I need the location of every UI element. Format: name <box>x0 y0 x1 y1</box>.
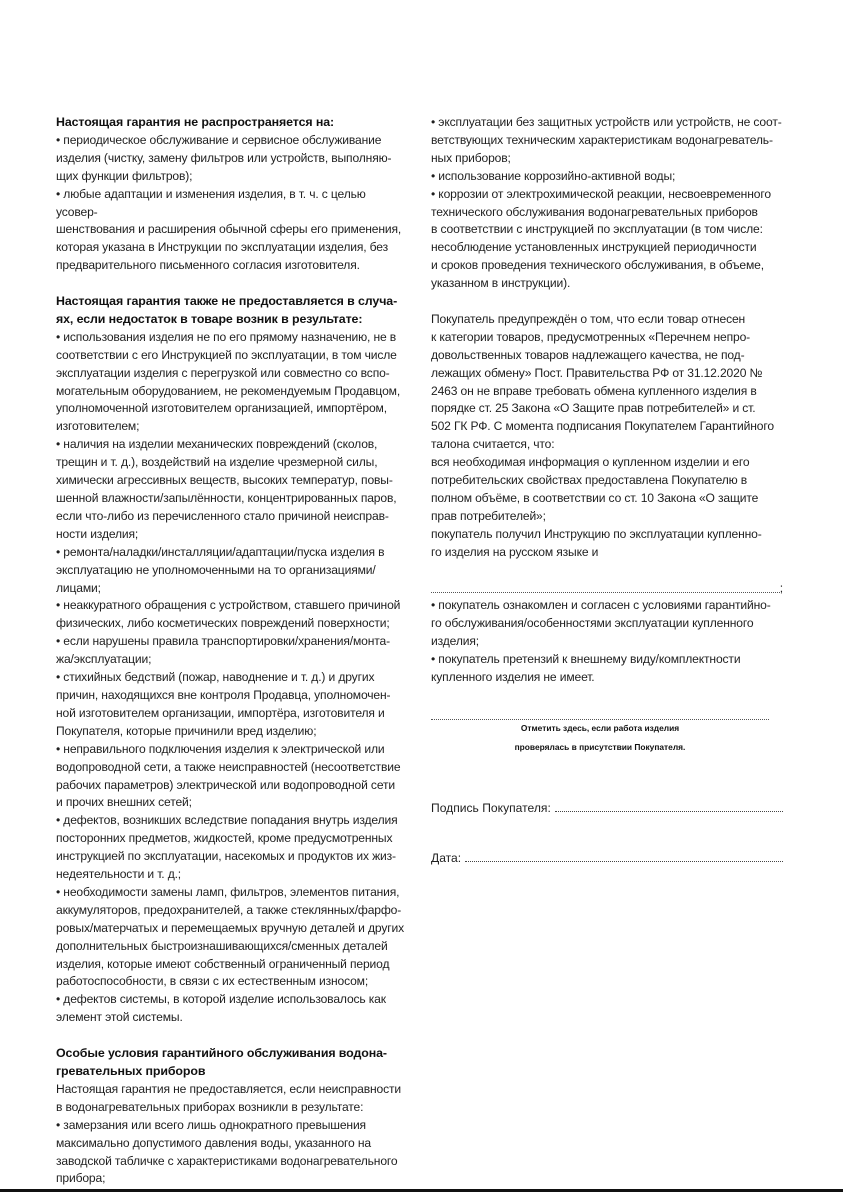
spacer <box>431 687 783 719</box>
spacer <box>431 293 783 311</box>
check-note-line1: Отметить здесь, если работа изделия <box>520 722 680 733</box>
spacer <box>56 1027 406 1045</box>
dotted-fill <box>431 592 780 593</box>
section-heading-water-heaters: Особые условия гарантийного обслуживания водона- гревательных приборов <box>56 1046 387 1078</box>
date-field[interactable] <box>431 851 783 865</box>
signature-field[interactable] <box>431 801 783 815</box>
check-note <box>431 722 769 753</box>
spacer <box>56 275 406 293</box>
section-heading-exclusions: Настоящая гарантия не распространяется на: <box>56 115 335 129</box>
buyer-notice-text: Покупатель предупреждён о том, что если товар отнесен к категории товаров, предусмотренных «Перечнем непро- довольственных товаров надлежащего качества, не под- лежащих обмену» Пост. Правительства РФ от 31.12.2020 № 2463 он не вправе требовать обмена купленного изделия в порядке ст. 25 Закона «О Защите прав потребителей» и ст. 502 ГК РФ. С момента подписания Покупателем Гарантийного талона считается, что: вся необходимая информация о купленном изделии и его потребительских свойствах предоставлена Покупателю в полном объёме, в соответствии со ст. 10 Закона «О защите прав потребителей»; покупатель получил Инструкцию по эксплуатации купленно- го изделия на русском языке и <box>431 311 774 559</box>
fill-in-semicolon: ; <box>779 580 783 595</box>
signature-line[interactable] <box>555 811 783 812</box>
water-heater-conditions-text: • эксплуатации без защитных устройств или устройств, не соот- ветствующих техническим характеристикам водонагреватель- ных приборов; • использование коррозийно-активной воды; • коррозии от электрохимической реакции, несвоевременного технического обслуживания водонагревательных приборов в соответствии с инструкцией по эксплуатации (в том числе: несоблюдение установленных инструкцией периодичности и сроков проведения технического обслуживания, в объеме, указанном в инструкции). <box>431 115 782 291</box>
check-note-line2: проверялась в присутствии Покупателя. <box>514 741 686 752</box>
check-mark-line <box>431 719 769 720</box>
right-column <box>431 114 783 753</box>
left-column <box>56 114 406 1188</box>
date-line[interactable] <box>465 861 783 862</box>
section-text-not-provided: • использования изделия не по его прямому назначению, не в соответствии с его Инструкцией по эксплуатации, в том числе эксплуатации изделия с перегрузкой или совместно со вспо- могательным оборудованием, не рекомендуемым Продавцом, уполномоченной изготовителем организацией, импортёром, изготовителем; • наличия на изделии механических повреждений (сколов, трещин и т. д.), воздействий на изделие чрезмерной силы, химически агрессивных веществ, высоких температур, повы- шенной влажности/запылённости, концентрированных паров, если что-либо из перечисленного стало причиной неисправ- ности изделия; • ремонта/наладки/инсталляции/адаптации/пуска изделия в эксплуатацию не уполномоченными на то организациями/ лицами; • неаккуратного обращения с устройством, ставшего причиной физических, либо косметических повреждений поверхности; • если нарушены правила транспортировки/хранения/монта- жа/эксплуатации; • стихийных бедствий (пожар, наводнение и т. д.) и других причин, находящихся вне контроля Продавца, уполномочен- ной изготовителем организации, импортёра, изготовителя и Покупателя, которые причинили вред изделию; • неправильного подключения изделия к электрической или водопроводной сети, а также неисправностей (несоответствие рабочих параметров) электрической или водопроводной сети и прочих внешних сетей; • дефектов, возникших вследствие попадания внутрь изделия посторонних предметов, жидкостей, кроме предусмотренных инструкцией по эксплуатации, насекомых и продуктов их жиз- недеятельности и т. д.; • необходимости замены ламп, фильтров, элементов питания, аккумуляторов, предохранителей, а также стеклянных/фарфо- ровых/матерчатых и перемещаемых вручную деталей и других дополнительных быстроизнашивающихся/сменных деталей изделия, которые имеют собственный ограниченный период работоспособности, в связи с их естественным износом; • дефектов системы, в которой изделие использовалось как элемент этой системы. <box>56 329 404 1025</box>
signature-label: Подпись Покупателя: <box>431 801 551 815</box>
spacer <box>431 562 783 580</box>
buyer-acknowledgement-text: • покупатель ознакомлен и согласен с условиями гарантийно- го обслуживания/особенностями эксплуатации купленного изделия; • покупатель претензий к внешнему виду/комплектности купленного изделия не имеет. <box>431 598 771 685</box>
fill-in-line <box>431 580 783 598</box>
section-heading-not-provided: Настоящая гарантия также не предоставляется в случа- ях, если недостаток в товаре возник в результате: <box>56 294 398 326</box>
section-text-water-heaters: Настоящая гарантия не предоставляется, если неисправности в водонагревательных приборах возникли в результате: • замерзания или всего лишь однократного превышения максимально допустимого давления воды, указанного на заводской табличке с характеристиками водонагревательного прибора; <box>56 1081 402 1186</box>
section-text-exclusions: • периодическое обслуживание и сервисное обслуживание изделия (чистку, замену фильтров или устройств, выполняю- щих функции фильтров); • любые адаптации и изменения изделия, в т. ч. с целью усовер- шенствования и расширения обычной сферы его применения, которая указана в Инструкции по эксплуатации изделия, без предварительного письменного согласия изготовителя. <box>56 132 402 273</box>
date-label: Дата: <box>431 851 462 865</box>
